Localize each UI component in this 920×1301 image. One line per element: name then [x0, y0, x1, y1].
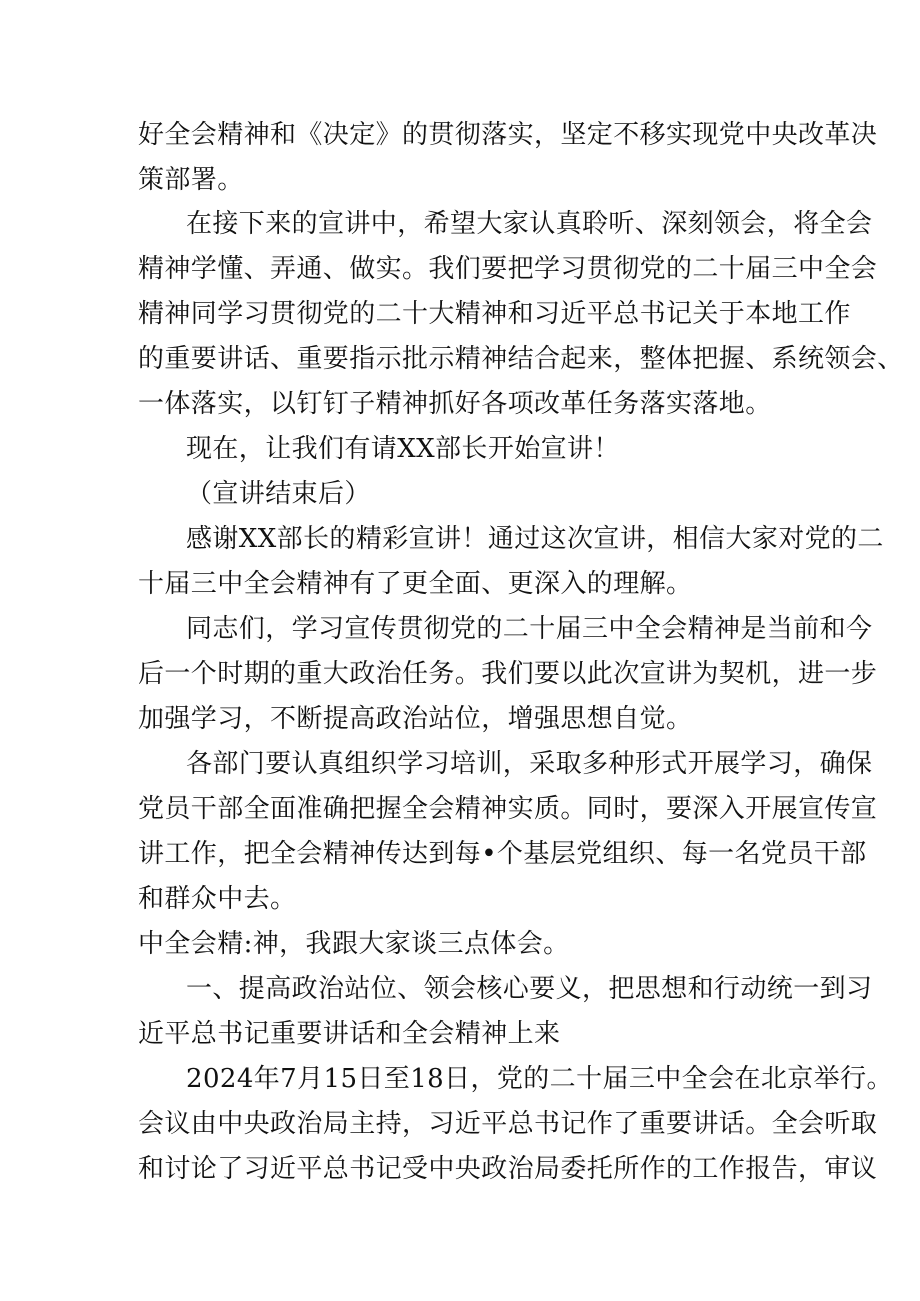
text-line-1: 好全会精神和《决定》的贯彻落实，坚定不移实现党中央改革决 [138, 120, 878, 150]
text-line-7: 一体落实，以钉钉子精神抓好各项改革任务落实落地。 [138, 389, 772, 419]
text-line-3: 在接下来的宣讲中，希望大家认真聆听、深刻领会，将全会 [186, 209, 873, 239]
text-line-15: 各部门要认真组织学习培训，采取多种形式开展学习，确保 [186, 749, 873, 779]
text-line-21: 近平总书记重要讲话和全会精神上来 [138, 1019, 561, 1049]
text-line-12: 同志们，学习宣传贯彻党的二十届三中全会精神是当前和今 [186, 614, 873, 644]
text-line-4: 精神学懂、弄通、做实。我们要把学习贯彻党的二十届三中全会 [138, 254, 878, 284]
text-line-24: 和讨论了习近平总书记受中央政治局委托所作的工作报告，审议 [138, 1154, 878, 1184]
text-line-8: 现在，让我们有请XX部长开始宣讲！ [186, 434, 620, 464]
text-line-14: 加强学习，不断提高政治站位，增强思想自觉。 [138, 704, 693, 734]
text-line-10: 感谢XX部长的精彩宣讲！通过这次宣讲，相信大家对党的二 [186, 524, 884, 554]
text-line-9: （宣讲结束后） [186, 479, 371, 509]
text-line-18: 和群众中去。 [138, 884, 297, 914]
text-line-5: 精神同学习贯彻党的二十大精神和习近平总书记关于本地工作 [138, 299, 851, 329]
text-line-11: 十届三中全会精神有了更全面、更深入的理解。 [138, 569, 693, 599]
text-line-19: 中全会精:神，我跟大家谈三点体会。 [138, 929, 570, 959]
text-line-16: 党员干部全面准确把握全会精神实质。同时，要深入开展宣传宣 [138, 794, 878, 824]
text-line-17: 讲工作，把全会精神传达到每•个基层党组织、每一名党员干部 [138, 839, 867, 869]
text-line-22: 2024年7月15日至18日，党的二十届三中全会在北京举行。 [186, 1064, 893, 1094]
text-line-13: 后一个时期的重大政治任务。我们要以此次宣讲为契机，进一步 [138, 659, 878, 689]
text-line-6: 的重要讲话、重要指示批示精神结合起来，整体把握、系统领会、 [138, 344, 904, 374]
text-line-2: 策部署。 [138, 165, 244, 195]
text-line-23: 会议由中央政治局主持，习近平总书记作了重要讲话。全会听取 [138, 1109, 878, 1139]
text-line-20: 一、提高政治站位、领会核心要义，把思想和行动统一到习 [186, 974, 873, 1004]
